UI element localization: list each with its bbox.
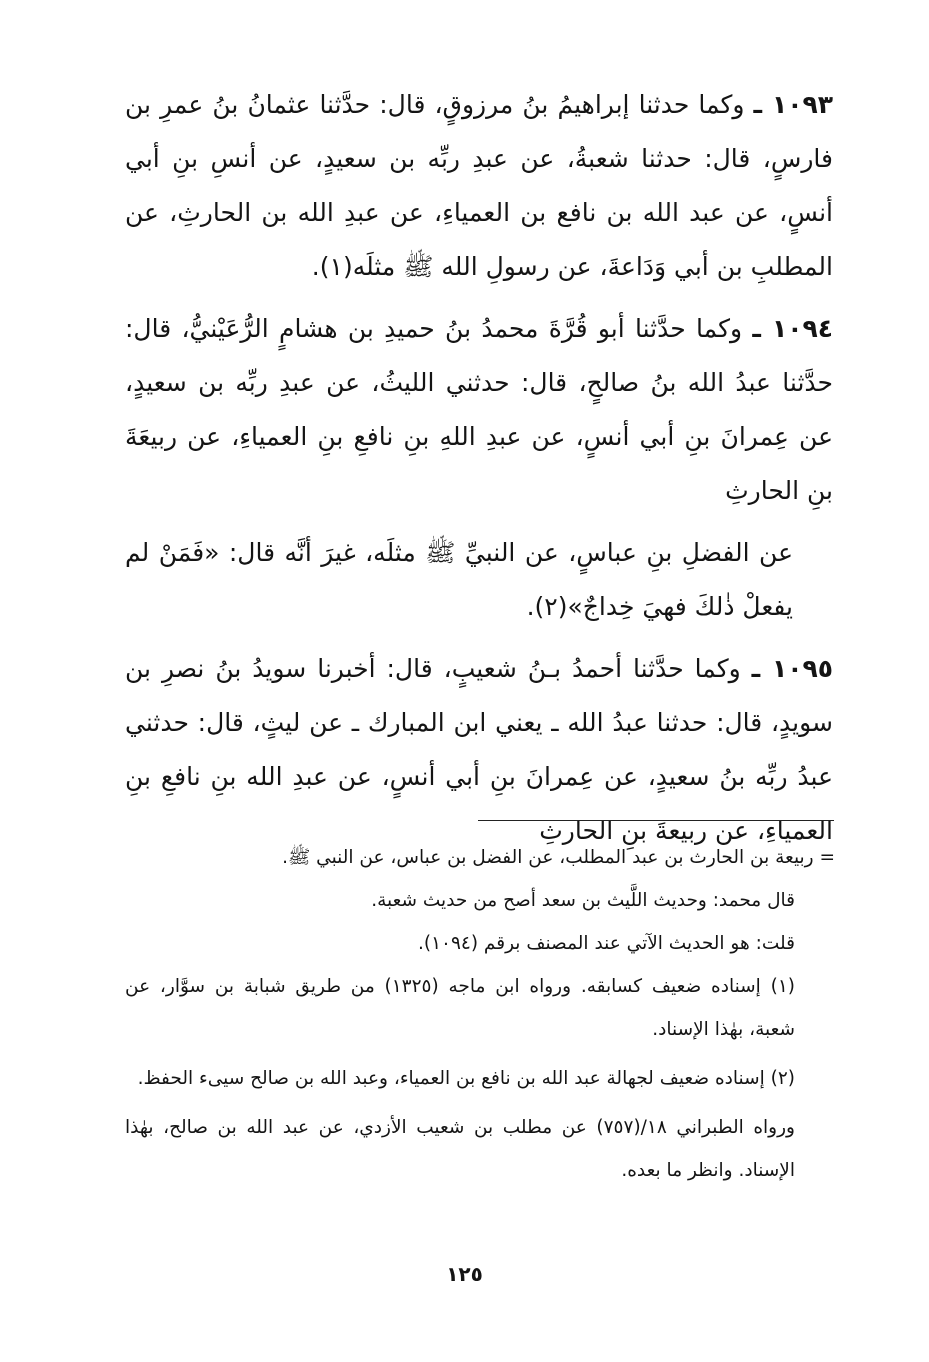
hadith-number: ١٠٩٥ ـ <box>751 654 833 683</box>
paragraph-1093 <box>125 78 833 294</box>
hadith-number: ١٠٩٣ ـ <box>753 90 833 119</box>
paragraph-1095 <box>125 642 833 858</box>
main-text <box>125 78 833 866</box>
paragraph-1094-continuation <box>125 526 833 634</box>
footnote-line: = ربيعة بن الحارث بن عبد المطلب، عن الفضل بن عباس، عن النبي ﷺ. <box>282 847 835 868</box>
hadith-number: ١٠٩٤ ـ <box>752 314 834 343</box>
footnote-2: (٢) إسناده ضعيف لجهالة عبد الله بن نافع بن العمياء، وعبد الله بن صالح سيىء الحفظ. <box>137 1068 795 1089</box>
footnote-divider <box>478 820 834 821</box>
footnote-1: (١) إسناده ضعيف كسابقه. ورواه ابن ماجه (١٣٢٥) من طريق شبابة بن سوَّار، عن شعبة، بهٰذا الإسناد. <box>125 976 795 1040</box>
hadith-text: وكما حدَّثنا أبو قُرَّةَ محمدُ بنُ حميدِ بن هشامٍ الرُّعَيْنيُّ، قال: حدَّثنا عبدُ الله بنُ صالحٍ، قال: حدثني الليثُ، عن عبدِ ربِّه بن سعيدٍ، عن عِمرانَ بنِ أبي أنسٍ، عن عبدِ اللهِ بنِ نافعِ بنِ العمياءِ، عن ربيعَةَ بنِ الحارثِ <box>125 314 833 505</box>
page-number: ١٢٥ <box>446 1262 483 1286</box>
hadith-text: وكما حدثنا إبراهيمُ بنُ مرزوقٍ، قال: حدَّثنا عثمانُ بنُ عمرِ بن فارسٍ، قال: حدثنا شعبةُ، عن عبدِ ربِّه بن سعيدٍ، عن أنسِ بنِ أبي أنسٍ، عن عبد الله بن نافع بن العمياءِ، عن عبدِ الله بن الحارثِ، عن المطلبِ بن أبي وَدَاعةَ، عن رسولِ الله ﷺ مثلَه(١). <box>125 90 833 281</box>
footnote-line: قال محمد: وحديث اللَّيث بن سعد أصح من حديث شعبة. <box>371 890 795 911</box>
footnote-2-continuation: ورواه الطبراني ١٨/(٧٥٧) عن مطلب بن شعيب الأزدي، عن عبد الله بن صالح، بهٰذا الإسناد. وانظر ما بعده. <box>125 1117 795 1181</box>
paragraph-1094 <box>125 302 833 518</box>
footnotes <box>125 836 835 1192</box>
hadith-text: وكما حدَّثنا أحمدُ بـنُ شعيبٍ، قال: أخبرنا سويدُ بنُ نصرِ بن سويدٍ، قال: حدثنا عبدُ الله ـ يعني ابن المبارك ـ عن ليثٍ، قال: حدثني عبدُ ربِّه بنُ سعيدٍ، عن عِمرانَ بنِ أبي أنسٍ، عن عبدِ الله بنِ نافعِ بنِ العمياءِ، عن ربيعةَ بنِ الحارثِ <box>125 654 833 845</box>
hadith-text: عن الفضلِ بنِ عباسٍ، عن النبيِّ ﷺ مثلَه، غيرَ أنَّه قال: «فَمَنْ لم يفعلْ ذٰلكَ فهيَ خِداجٌ»(٢). <box>125 538 793 621</box>
footnote-line: قلت: هو الحديث الآتي عند المصنف برقم (١٠٩٤). <box>417 933 795 954</box>
